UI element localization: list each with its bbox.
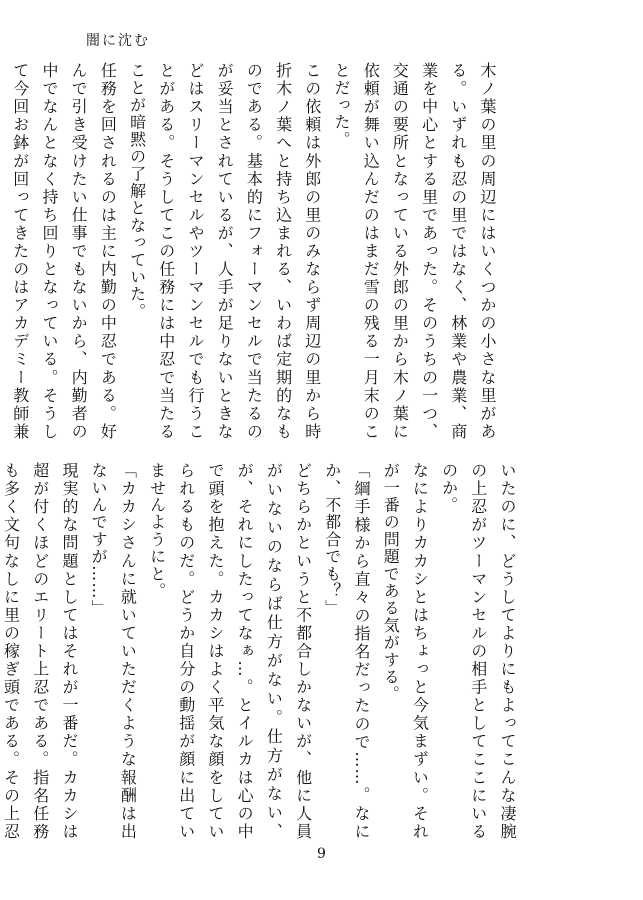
running-head: 闇に沈む [86,33,150,49]
paragraph: 「カカシさんに就いていただくような報酬は出ないんですが……」 [89,462,138,840]
paragraph: 木ノ葉の里の周辺にはいくつかの小さな里がある。いずれも忍の里ではなく、林業や農業、商業を中心とする里であった。そのうちの一つ、交通の要所となっている外郎の里から木ノ葉に依頼が舞い込んだのはまだ雪の残る一月末のことだった。 [331,62,497,440]
paragraph: この依頼は外郎の里のみならず周辺の里から時折木ノ葉へと持ち込まれる、いわば定期的なものである。基本的にフォーマンセルで当たるのが妥当とされているが、人手が足りないときなどはスリーマンセルやツーマンセルでも行うことがある。そうしてこの任務には中忍で当たることが暗黙の了解となっていた。 [127,62,322,440]
paragraph: 現実的な問題としてはそれが一番だ。カカシは超が付くほどのエリート上忍である。指名任務も多く文句なしに里の稼ぎ頭である。その上忍 [1,462,79,840]
paragraph: 「綱手様から直々の指名だったので……。なにか、不都合でも？」 [322,462,371,840]
text-block-bottom [1,462,522,840]
paragraph: いたのに、どうしてよりにもよってこんな凄腕の上忍がツーマンセルの相手としてここにいるのか。 [439,462,517,840]
page-number: 9 [317,846,326,862]
text-block-top [10,62,502,440]
paragraph: なによりカカシとはちょっと今気まずい。それが一番の問題である気がする。 [381,462,430,840]
paragraph: どちらかというと不都合しかないが、他に人員がいないのならば仕方がない。仕方がない、が、それにしたってなぁ…。とイルカは心の中で頭を抱えた。カカシはよく平気な顔をしていられるものだ。どうか自分の動揺が顔に出ていませんようにと。 [147,462,313,840]
paragraph: 任務を回されるのは主に内勤の中忍である。好んで引き受けたい仕事でもないから、内勤者の中でなんとなく持ち回りとなっている。そうして今回お鉢が回ってきたのはアカデミー教師兼 [10,62,118,440]
